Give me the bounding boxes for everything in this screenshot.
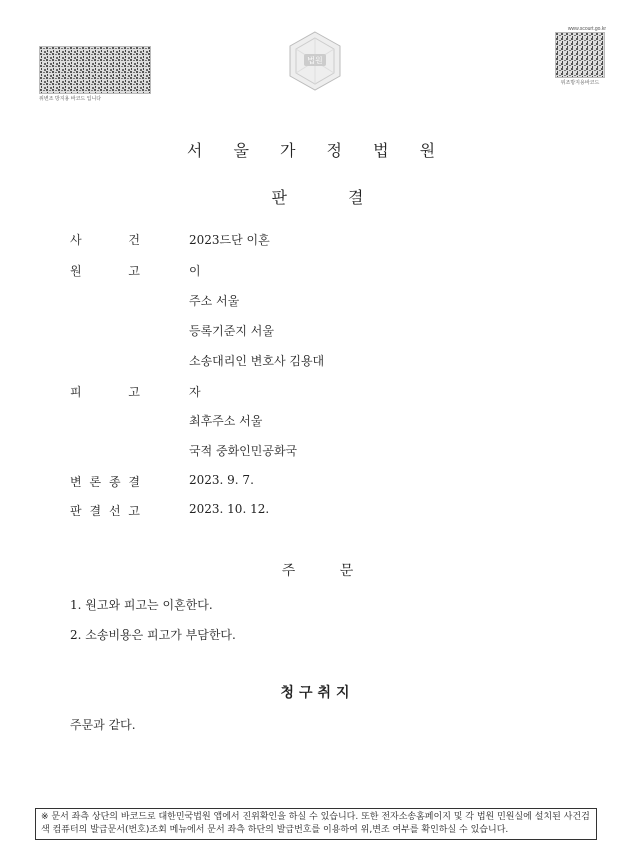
- authenticity-footer-note: ※ 문서 좌측 상단의 바코드로 대한민국법원 앱에서 진위확인을 하실 수 있습니다. 또한 전자소송홈페이지 및 각 법원 민원실에 설치된 사건검색 컴퓨터의 발급문서(번호)조회 메뉴에서 문서 좌측 하단의 발급번호를 이용하여 위,변조 여부를 확인하실 수 있습니다.: [35, 808, 597, 840]
- sentencing-date: 2023. 10. 12.: [189, 502, 270, 516]
- authentication-barcode-right: [555, 32, 605, 78]
- barcode-pattern-right-icon: [556, 33, 604, 77]
- plaintiff-address: 주소 서울: [189, 294, 240, 308]
- court-website-url: www.scourt.go.kr: [567, 26, 606, 32]
- order-heading: 주 문: [281, 563, 354, 579]
- defendant-address: 최후주소 서울: [189, 414, 263, 428]
- sentencing-label: [70, 502, 140, 519]
- document-title: 판 결: [271, 188, 364, 207]
- court-seal-icon: [285, 30, 345, 92]
- closing-argument-label: [70, 473, 140, 490]
- authentication-barcode-left: [39, 46, 151, 94]
- case-number: 2023드단 이혼: [189, 233, 270, 247]
- label-char: 고: [128, 264, 140, 278]
- claim-heading: 청구취지: [280, 685, 355, 701]
- label-char: 피: [70, 385, 82, 399]
- barcode-pattern-left-icon: [40, 47, 150, 93]
- claim-text: 주문과 같다.: [70, 718, 136, 732]
- court-emblem: [285, 30, 345, 92]
- label-char: 선: [108, 504, 121, 518]
- label-char: 판: [70, 504, 82, 518]
- right-barcode-caption: 위조방지용바코드: [560, 80, 600, 86]
- defendant-name: 자: [189, 385, 201, 399]
- order-item: 1. 원고와 피고는 이혼한다.: [70, 598, 213, 612]
- label-char: 사: [70, 233, 82, 247]
- label-char: 결: [128, 475, 140, 489]
- plaintiff-registration: 등록기준지 서울: [189, 324, 274, 338]
- label-char: 결: [89, 504, 102, 518]
- plaintiff-name: 이: [189, 264, 201, 278]
- label-char: 건: [128, 233, 140, 247]
- case-label: [70, 231, 140, 248]
- left-barcode-caption: 위변조 방지용 바코드 입니다: [39, 96, 102, 102]
- order-item: 2. 소송비용은 피고가 부담한다.: [70, 628, 236, 642]
- label-char: 변: [70, 475, 82, 489]
- emblem-label: 법원: [307, 56, 323, 65]
- label-char: 고: [128, 504, 140, 518]
- label-char: 론: [89, 475, 102, 489]
- closing-argument-date: 2023. 9. 7.: [189, 473, 254, 487]
- plaintiff-label: [70, 262, 140, 279]
- plaintiff-attorney: 소송대리인 변호사 김용대: [189, 354, 325, 368]
- defendant-nationality: 국적 중화인민공화국: [189, 444, 298, 458]
- label-char: 종: [108, 475, 121, 489]
- court-name: 서 울 가 정 법 원: [186, 141, 449, 160]
- defendant-label: [70, 383, 140, 400]
- label-char: 원: [70, 264, 82, 278]
- label-char: 고: [128, 385, 140, 399]
